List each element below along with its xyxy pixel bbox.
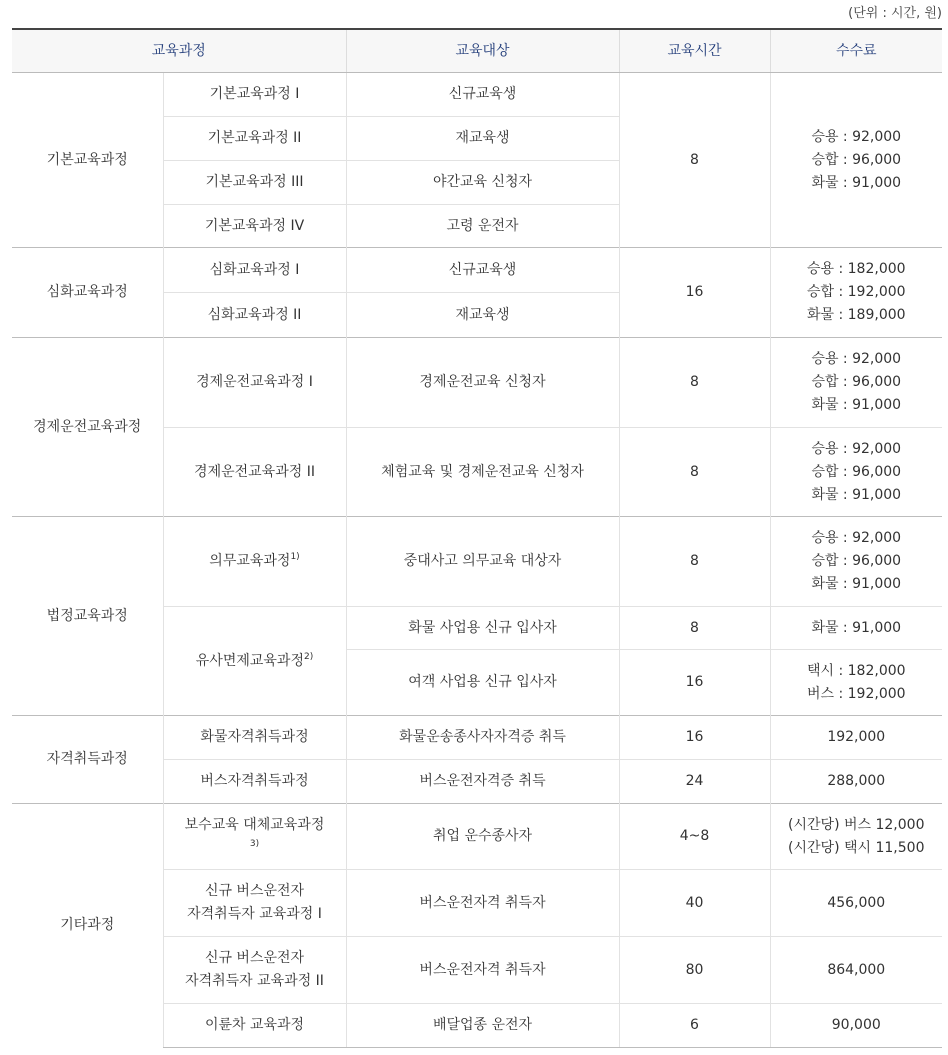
target-cell: 신규교육생 xyxy=(346,248,619,293)
course-cell xyxy=(163,607,346,716)
course-line: 자격취득자 교육과정 II xyxy=(185,973,324,989)
group-eco: 경제운전교육과정 xyxy=(12,338,163,517)
target-cell: 배달업종 운전자 xyxy=(346,1004,619,1048)
course-label: 유사면제교육과정 xyxy=(195,652,304,669)
course-cell: 기본교육과정 I xyxy=(163,73,346,117)
target-cell: 고령 운전자 xyxy=(346,205,619,248)
course-cell xyxy=(163,517,346,607)
group-legal: 법정교육과정 xyxy=(12,517,163,716)
fee-line: 화물 : 91,000 xyxy=(811,397,902,413)
unit-note: (단위 : 시간, 원) xyxy=(848,6,942,21)
footnote-mark: 3) xyxy=(249,838,260,849)
fee-cell xyxy=(770,73,942,248)
target-cell: 체험교육 및 경제운전교육 신청자 xyxy=(346,428,619,517)
group-basic: 기본교육과정 xyxy=(12,73,163,248)
fee-line: 승합 : 192,000 xyxy=(806,284,906,300)
course-line: 신규 버스운전자 xyxy=(204,883,305,899)
hours-cell: 8 xyxy=(619,73,770,248)
course-cell: 심화교육과정 I xyxy=(163,248,346,293)
target-cell: 취업 운수종사자 xyxy=(346,804,619,870)
course-cell: 화물자격취득과정 xyxy=(163,716,346,760)
hours-cell: 16 xyxy=(619,650,770,716)
hours-cell: 8 xyxy=(619,607,770,650)
target-cell: 신규교육생 xyxy=(346,73,619,117)
target-cell: 재교육생 xyxy=(346,293,619,338)
target-cell: 화물운송종사자자격증 취득 xyxy=(346,716,619,760)
course-label: 보수교육 대체교육과정 xyxy=(184,816,325,833)
fee-cell xyxy=(770,248,942,338)
fee-cell xyxy=(770,517,942,607)
fee-line: 화물 : 91,000 xyxy=(811,619,902,636)
course-cell: 경제운전교육과정 II xyxy=(163,428,346,517)
course-cell: 이륜차 교육과정 xyxy=(163,1004,346,1048)
course-cell: 기본교육과정 II xyxy=(163,117,346,161)
fee-line: 승합 : 96,000 xyxy=(811,374,902,390)
hours-cell: 16 xyxy=(619,716,770,760)
target-cell: 버스운전자격 취득자 xyxy=(346,937,619,1004)
hours-cell: 8 xyxy=(619,517,770,607)
table-row xyxy=(12,73,942,117)
fee-cell xyxy=(770,428,942,517)
target-cell: 버스운전자격증 취득 xyxy=(346,760,619,804)
course-cell: 기본교육과정 IV xyxy=(163,205,346,248)
fee-cell xyxy=(770,650,942,716)
group-advanced: 심화교육과정 xyxy=(12,248,163,338)
fee-line: 승합 : 96,000 xyxy=(811,463,902,480)
target-cell: 야간교육 신청자 xyxy=(346,161,619,205)
fee-cell xyxy=(770,804,942,870)
header-fee: 수수료 xyxy=(770,29,942,73)
course-cell: 경제운전교육과정 I xyxy=(163,338,346,428)
fee-line: 화물 : 189,000 xyxy=(806,307,906,323)
target-cell: 화물 사업용 신규 입사자 xyxy=(346,607,619,650)
fee-cell: 192,000 xyxy=(770,716,942,760)
header-hours: 교육시간 xyxy=(619,29,770,73)
fee-line: 승용 : 92,000 xyxy=(811,440,902,457)
hours-cell: 4~8 xyxy=(619,804,770,870)
target-cell: 경제운전교육 신청자 xyxy=(346,338,619,428)
fee-line: 화물 : 91,000 xyxy=(811,576,902,592)
education-course-table xyxy=(12,28,942,1048)
fee-line: 버스 : 192,000 xyxy=(806,685,906,702)
hours-cell: 16 xyxy=(619,248,770,338)
target-cell: 중대사고 의무교육 대상자 xyxy=(346,517,619,607)
fee-cell: 90,000 xyxy=(770,1004,942,1048)
fee-line: 화물 : 91,000 xyxy=(811,486,902,503)
course-cell xyxy=(163,937,346,1004)
fee-line: 승합 : 96,000 xyxy=(811,151,902,168)
group-other: 기타과정 xyxy=(12,804,163,1048)
fee-line: 승합 : 96,000 xyxy=(811,553,902,569)
fee-cell: 864,000 xyxy=(770,937,942,1004)
fee-cell xyxy=(770,607,942,650)
hours-cell: 8 xyxy=(619,338,770,428)
fee-line: 승용 : 92,000 xyxy=(811,530,902,546)
fee-line: 승용 : 92,000 xyxy=(811,128,902,145)
fee-cell: 456,000 xyxy=(770,870,942,937)
fee-line: 승용 : 92,000 xyxy=(811,351,902,367)
table-row xyxy=(12,517,942,607)
target-cell: 재교육생 xyxy=(346,117,619,161)
hours-cell: 8 xyxy=(619,428,770,517)
footnote-mark: 1) xyxy=(290,552,300,562)
fee-cell: 288,000 xyxy=(770,760,942,804)
footnote-mark: 2) xyxy=(303,651,314,662)
course-cell: 심화교육과정 II xyxy=(163,293,346,338)
course-cell: 기본교육과정 III xyxy=(163,161,346,205)
table-row xyxy=(12,804,942,870)
course-line: 자격취득자 교육과정 I xyxy=(187,906,322,922)
hours-cell: 40 xyxy=(619,870,770,937)
target-cell: 여객 사업용 신규 입사자 xyxy=(346,650,619,716)
course-label: 의무교육과정 xyxy=(209,553,291,569)
header-course: 교육과정 xyxy=(12,29,346,73)
hours-cell: 80 xyxy=(619,937,770,1004)
target-cell: 버스운전자격 취득자 xyxy=(346,870,619,937)
table-header-row xyxy=(12,29,942,73)
table-row xyxy=(12,338,942,428)
fee-cell xyxy=(770,338,942,428)
fee-line: (시간당) 택시 11,500 xyxy=(788,839,925,856)
header-target: 교육대상 xyxy=(346,29,619,73)
hours-cell: 6 xyxy=(619,1004,770,1048)
fee-line: 화물 : 91,000 xyxy=(811,174,902,191)
fee-line: 승용 : 182,000 xyxy=(806,261,906,277)
table-row xyxy=(12,248,942,293)
group-license: 자격취득과정 xyxy=(12,716,163,804)
hours-cell: 24 xyxy=(619,760,770,804)
fee-line: 택시 : 182,000 xyxy=(806,662,906,679)
fee-line: (시간당) 버스 12,000 xyxy=(788,816,925,833)
course-cell xyxy=(163,870,346,937)
course-cell xyxy=(163,804,346,870)
table-row xyxy=(12,716,942,760)
course-line: 신규 버스운전자 xyxy=(204,950,305,966)
course-cell: 버스자격취득과정 xyxy=(163,760,346,804)
